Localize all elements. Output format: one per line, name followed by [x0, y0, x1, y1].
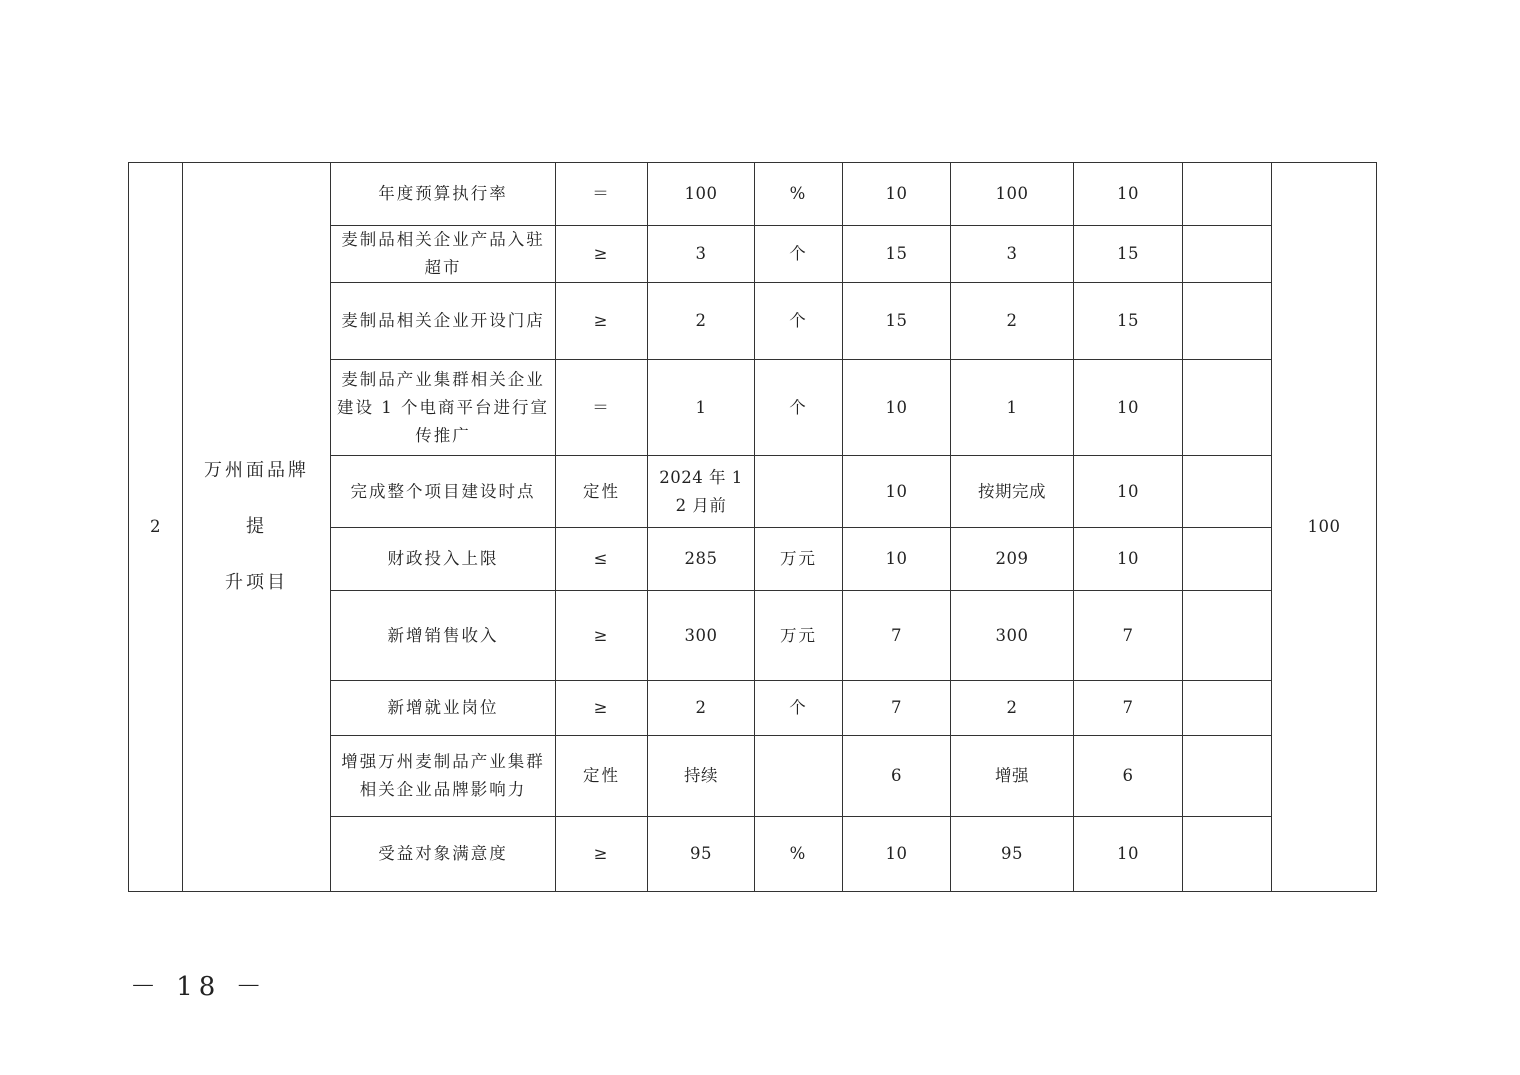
weight-cell-text: 10	[885, 549, 908, 568]
actual-value-cell	[951, 528, 1074, 591]
score-cell-text: 7	[1122, 698, 1134, 717]
indicator-cell	[331, 163, 556, 226]
score-cell	[1074, 226, 1183, 283]
indicator-cell-text: 受益对象满意度	[378, 844, 508, 863]
unit-cell	[755, 163, 843, 226]
target-value-cell-text: 持续	[684, 766, 718, 785]
unit-cell-text: 个	[789, 698, 808, 717]
score-cell	[1074, 528, 1183, 591]
score-cell-text: 15	[1117, 311, 1139, 330]
actual-value-cell-text: 100	[995, 184, 1029, 203]
actual-value-cell-text: 300	[995, 625, 1029, 645]
target-value-cell-text: 300	[684, 625, 718, 645]
score-cell-text: 10	[1117, 184, 1139, 203]
target-value-cell	[648, 681, 755, 736]
indicator-cell-text: 麦制品产业集群相关企业建设 1 个电商平台进行宣传推广	[337, 369, 549, 445]
note-cell	[1183, 456, 1272, 528]
indicator-cell-text: 完成整个项目建设时点	[350, 481, 536, 501]
table-row	[129, 163, 1377, 226]
operator-cell	[556, 591, 648, 681]
weight-cell	[843, 591, 951, 681]
indicator-cell-text: 年度预算执行率	[378, 184, 508, 203]
unit-cell	[755, 360, 843, 456]
operator-cell-text: 定性	[583, 481, 620, 501]
score-cell-text: 15	[1117, 244, 1139, 263]
score-cell-text: 10	[1117, 844, 1139, 863]
target-value-cell	[648, 456, 755, 528]
operator-cell	[556, 283, 648, 360]
indicator-cell	[331, 283, 556, 360]
unit-cell-text: 个	[789, 397, 808, 417]
indicator-cell-text: 增强万州麦制品产业集群相关企业品牌影响力	[341, 752, 545, 799]
weight-cell	[843, 736, 951, 817]
weight-cell-text: 10	[885, 481, 908, 501]
actual-value-cell-text: 3	[1006, 244, 1018, 263]
page-number: － 18 －	[130, 972, 268, 1002]
operator-cell-text: ≤	[593, 549, 610, 568]
score-cell	[1074, 591, 1183, 681]
indicator-cell-text: 新增就业岗位	[387, 698, 499, 717]
actual-value-cell	[951, 226, 1074, 283]
unit-cell	[755, 736, 843, 817]
operator-cell-text: 定性	[583, 766, 620, 785]
indicator-cell-text: 麦制品相关企业产品入驻超市	[341, 230, 545, 277]
operator-cell	[556, 360, 648, 456]
weight-cell-text: 10	[885, 184, 908, 203]
score-cell	[1074, 283, 1183, 360]
operator-cell	[556, 817, 648, 892]
unit-cell	[755, 681, 843, 736]
target-value-cell-text: 2	[695, 698, 707, 717]
actual-value-cell	[951, 360, 1074, 456]
operator-cell-text: ＝	[592, 397, 611, 417]
performance-table	[128, 162, 1377, 892]
operator-cell-text: ≥	[593, 625, 610, 645]
score-cell	[1074, 163, 1183, 226]
operator-cell	[556, 736, 648, 817]
actual-value-cell-text: 2	[1006, 698, 1018, 717]
score-cell-text: 10	[1117, 481, 1139, 501]
unit-cell-text: 个	[789, 244, 808, 263]
indicator-cell	[331, 736, 556, 817]
operator-cell-text: ≥	[593, 311, 610, 330]
weight-cell	[843, 528, 951, 591]
actual-value-cell	[951, 736, 1074, 817]
score-cell	[1074, 736, 1183, 817]
weight-cell	[843, 163, 951, 226]
weight-cell-text: 10	[885, 397, 908, 417]
actual-value-cell	[951, 681, 1074, 736]
operator-cell	[556, 226, 648, 283]
actual-value-cell-text: 1	[1006, 397, 1018, 417]
note-cell	[1183, 817, 1272, 892]
indicator-cell	[331, 681, 556, 736]
score-cell	[1074, 360, 1183, 456]
score-cell	[1074, 681, 1183, 736]
target-value-cell	[648, 283, 755, 360]
indicator-cell-text: 麦制品相关企业开设门店	[341, 311, 545, 330]
unit-cell-text: %	[789, 844, 808, 863]
weight-cell	[843, 226, 951, 283]
indicator-cell	[331, 817, 556, 892]
actual-value-cell-text: 增强	[995, 766, 1029, 785]
actual-value-cell	[951, 456, 1074, 528]
operator-cell-text: ≥	[593, 844, 610, 863]
note-cell	[1183, 283, 1272, 360]
unit-cell-text: 个	[789, 311, 808, 330]
project-name-line-1: 万州面品牌提	[204, 460, 309, 537]
operator-cell-text: ≥	[593, 244, 610, 263]
weight-cell-text: 7	[891, 698, 902, 717]
indicator-cell	[331, 528, 556, 591]
weight-cell	[843, 817, 951, 892]
weight-cell-text: 10	[885, 844, 908, 863]
operator-cell	[556, 528, 648, 591]
target-value-cell	[648, 817, 755, 892]
weight-cell	[843, 681, 951, 736]
target-value-cell-text: 1	[695, 397, 707, 417]
target-value-cell-text: 95	[690, 844, 712, 863]
unit-cell-text: %	[789, 184, 808, 203]
note-cell	[1183, 528, 1272, 591]
actual-value-cell-text: 2	[1006, 311, 1018, 330]
indicator-cell	[331, 360, 556, 456]
note-cell	[1183, 591, 1272, 681]
score-cell-text: 10	[1117, 549, 1139, 568]
unit-cell	[755, 283, 843, 360]
indicator-cell	[331, 591, 556, 681]
table-body	[129, 163, 1377, 892]
unit-cell	[755, 226, 843, 283]
weight-cell-text: 15	[885, 311, 908, 330]
target-value-cell	[648, 163, 755, 226]
score-cell-text: 6	[1122, 766, 1134, 785]
target-value-cell-text: 2	[695, 311, 707, 330]
indicator-cell-text: 财政投入上限	[387, 549, 499, 568]
indicator-cell	[331, 456, 556, 528]
indicator-cell-text: 新增销售收入	[387, 625, 499, 645]
unit-cell	[755, 528, 843, 591]
note-cell	[1183, 163, 1272, 226]
unit-cell-text: 万元	[780, 625, 817, 645]
actual-value-cell	[951, 817, 1074, 892]
score-cell	[1074, 456, 1183, 528]
weight-cell	[843, 283, 951, 360]
project-name-cell	[183, 163, 331, 892]
target-value-cell	[648, 591, 755, 681]
unit-cell	[755, 456, 843, 528]
target-value-cell	[648, 528, 755, 591]
actual-value-cell	[951, 163, 1074, 226]
note-cell	[1183, 226, 1272, 283]
indicator-cell	[331, 226, 556, 283]
target-value-cell	[648, 360, 755, 456]
target-value-cell	[648, 736, 755, 817]
unit-cell	[755, 817, 843, 892]
unit-cell	[755, 591, 843, 681]
target-value-cell-text: 3	[695, 244, 707, 263]
operator-cell	[556, 163, 648, 226]
target-value-cell-text: 285	[684, 549, 718, 568]
total-score-cell: 100	[1272, 163, 1377, 892]
target-value-cell	[648, 226, 755, 283]
project-name-line-2: 升项目	[225, 572, 288, 593]
actual-value-cell-text: 209	[995, 549, 1029, 568]
weight-cell-text: 6	[891, 766, 902, 785]
score-cell-text: 10	[1117, 397, 1139, 417]
target-value-cell-text: 2024 年 12 月前	[659, 467, 743, 515]
actual-value-cell	[951, 283, 1074, 360]
actual-value-cell	[951, 591, 1074, 681]
weight-cell-text: 7	[891, 625, 902, 645]
operator-cell	[556, 456, 648, 528]
operator-cell	[556, 681, 648, 736]
row-number-cell: 2	[129, 163, 183, 892]
score-cell	[1074, 817, 1183, 892]
operator-cell-text: ≥	[593, 698, 610, 717]
note-cell	[1183, 736, 1272, 817]
actual-value-cell-text: 95	[1001, 844, 1023, 863]
score-cell-text: 7	[1122, 625, 1134, 645]
weight-cell-text: 15	[885, 244, 908, 263]
weight-cell	[843, 456, 951, 528]
note-cell	[1183, 681, 1272, 736]
note-cell	[1183, 360, 1272, 456]
unit-cell-text: 万元	[780, 549, 817, 568]
weight-cell	[843, 360, 951, 456]
actual-value-cell-text: 按期完成	[978, 481, 1046, 501]
target-value-cell-text: 100	[684, 184, 718, 203]
operator-cell-text: ＝	[592, 184, 611, 203]
